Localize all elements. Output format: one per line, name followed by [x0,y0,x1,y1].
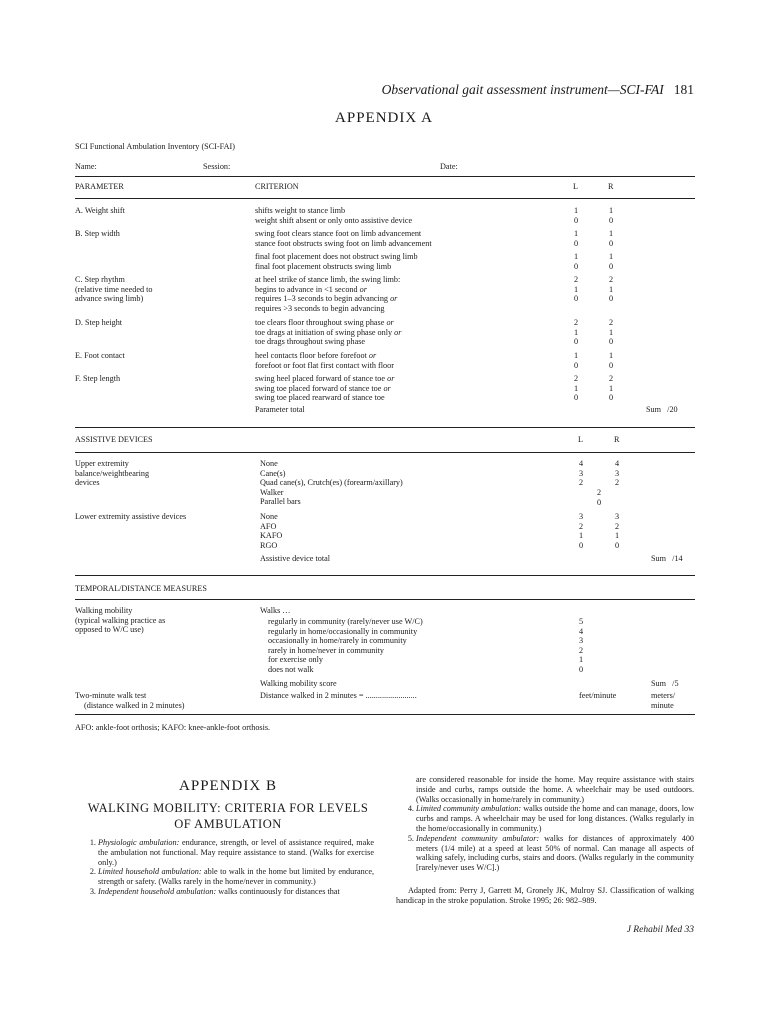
upper-extremity-label: Upper extremity balance/weightbearing devices [75,459,150,488]
temporal-rule-top [75,575,695,576]
col-header-l: L [573,182,579,191]
r-scores-weight-shift: 1 0 [608,206,614,225]
upper-l-scores: 4 3 2 [578,459,584,488]
param-step-height: D. Step height [75,318,123,327]
table-rule-header [75,198,695,199]
col-header-criterion: CRITERION [255,182,299,191]
upper-extremity-devices: None Cane(s) Quad cane(s), Crutch(es) (forearm/axillary) Walker Parallel bars [260,459,403,507]
l-scores-weight-shift: 1 0 [573,206,579,225]
device-sum: Sum /14 [651,554,683,563]
param-step-length: F. Step length [75,374,121,383]
criteria-item-3: 3. Independent household ambulation: walks continuously for distances that [98,887,374,897]
upper-walker-bars-scores: 2 0 [596,488,602,507]
running-head [360,82,694,98]
unit-meters-per-minute: meters/ minute [651,691,676,710]
param-step-width: B. Step width [75,229,120,238]
lower-l-scores: 3 2 1 0 [578,512,584,550]
appendix-b-right-column [396,775,694,906]
walk-test-label: Two-minute walk test (distance walked in 2 minutes) [75,691,185,710]
temporal-section-title: TEMPORAL/DISTANCE MEASURES [75,584,207,593]
l-scores-step-rhythm: 2 1 0 [573,275,579,304]
appendix-a-title: APPENDIX A [335,110,433,126]
appendix-b-title: APPENDIX B [179,778,277,794]
table-rule-top [75,176,695,177]
col-header-r: R [608,182,614,191]
devices-rule-header [75,452,695,453]
r-scores-step-height: 2 1 0 [608,318,614,347]
walking-mobility-scores: 5 4 3 2 1 0 [578,617,584,674]
lower-extremity-devices: None AFO KAFO RGO [260,512,283,550]
walk-test-distance: Distance walked in 2 minutes = ......................... [260,691,417,700]
param-step-rhythm: C. Step rhythm (relative time needed to advance swing limb) [75,275,153,304]
devices-rule-top [75,427,695,428]
appendix-b-left-column [78,838,374,897]
appendix-b-subtitle: WALKING MOBILITY: CRITERIA FOR LEVELS OF AMBULATION [87,801,369,831]
r-scores-step-width: 1 0 [608,229,614,248]
criteria-item-4: 4. Limited community ambulation: walks outside the home and can manage, doors, low curbs and ramps. A wheelchair may be used for long distances. (Walks regularly in the home/occasionally in community.) [416,804,694,833]
unit-feet-per-minute: feet/minute [579,691,617,700]
param-weight-shift: A. Weight shift [75,206,125,215]
mobility-score-label: Walking mobility score [260,679,337,688]
table-rule-bottom [75,714,695,715]
r-scores-foot-placement: 1 0 [608,252,614,271]
parameter-sum: Sum /20 [646,405,678,414]
r-scores-step-length: 2 1 0 [608,374,614,403]
criteria-step-height: toe clears floor throughout swing phase or toe drags at initiation of swing phase only or toe drags throughout swing phase [255,318,402,347]
devices-col-r: R [614,435,620,444]
walking-mobility-options: regularly in community (rarely/never use W/C) regularly in home/occasionally in community occasionally in home/rarely in community rarely in home/never in community for exercise only does not walk [268,617,423,674]
upper-r-scores: 4 3 2 [614,459,620,488]
criteria-weight-shift: shifts weight to stance limb weight shift absent or only onto assistive device [255,206,413,225]
parameter-total-label: Parameter total [255,405,305,414]
criteria-item-5: 5. Independent community ambulator: walks for distances of approximately 400 meters (1/4 mile) at a speed at least 50% of normal. Can manage all aspects of walking safely, including curbs, stairs and doors. (Walks regularly in the community [rarely/never uses W/C].) [416,834,694,873]
criteria-step-rhythm: at heel strike of stance limb, the swing limb: begins to advance in <1 second or requires 1–3 seconds to begin advancing or requires >3 seconds to begin advancing [255,275,401,313]
name-label: Name: [75,162,97,171]
criteria-item-2: 2. Limited household ambulation: able to walk in the home but limited by endurance, strength or safety. (Walks rarely in the home/never in community.) [98,867,374,887]
lower-extremity-label: Lower extremity assistive devices [75,512,187,521]
lower-r-scores: 3 2 1 0 [614,512,620,550]
date-label: Date: [440,162,458,171]
criteria-item-1: 1. Physiologic ambulation: endurance, strength, or level of assistance required, make the ambulation not functional. May require assistance to stand. (Walks for exercise only.) [98,838,374,867]
l-scores-step-width: 1 0 [573,229,579,248]
criteria-step-length: swing heel placed forward of stance toe or swing toe placed forward of stance toe or swing toe placed rearward of stance toe [255,374,395,403]
r-scores-step-rhythm: 2 1 0 [608,275,614,304]
criteria-foot-placement: final foot placement does not obstruct swing limb final foot placement obstructs swing limb [255,252,418,271]
l-scores-step-length: 2 1 0 [573,374,579,403]
param-foot-contact: E. Foot contact [75,351,125,360]
devices-section-title: ASSISTIVE DEVICES [75,435,153,444]
devices-col-l: L [578,435,584,444]
journal-footer: J Rehabil Med 33 [626,925,694,935]
form-title: SCI Functional Ambulation Inventory (SCI-FAI) [75,142,235,151]
page-number: 181 [673,82,694,97]
criteria-foot-contact: heel contacts floor before forefoot or forefoot or foot flat first contact with floor [255,351,394,370]
criteria-step-width: swing foot clears stance foot on limb advancement stance foot obstructs swing foot on limb advancement [255,229,432,248]
walking-mobility-label: Walking mobility (typical walking practice as opposed to W/C use) [75,606,166,635]
device-total-label: Assistive device total [260,554,331,563]
criteria-item-3-continued: are considered reasonable for inside the home. May require assistance with stairs inside and curbs, ramps outside the home. A wheelchair may be used outdoors. (Walks occasionally in home/rarely in community.) [416,775,694,804]
l-scores-foot-placement: 1 0 [573,252,579,271]
l-scores-step-height: 2 1 0 [573,318,579,347]
l-scores-foot-contact: 1 0 [573,351,579,370]
table-footnote: AFO: ankle-foot orthosis; KAFO: knee-ankle-foot orthosis. [75,723,271,732]
mobility-sum: Sum /5 [651,679,679,688]
r-scores-foot-contact: 1 0 [608,351,614,370]
session-label: Session: [203,162,231,171]
walks-label: Walks … [260,606,291,615]
temporal-rule-header [75,599,695,600]
appendix-b-source: Adapted from: Perry J, Garrett M, Gronely JK, Mulroy SJ. Classification of walking handicap in the stroke population. Stroke 1995; 26: 982–989. [396,885,694,905]
running-title: Observational gait assessment instrument—SCI-FAI [381,82,664,97]
col-header-parameter: PARAMETER [75,182,124,191]
